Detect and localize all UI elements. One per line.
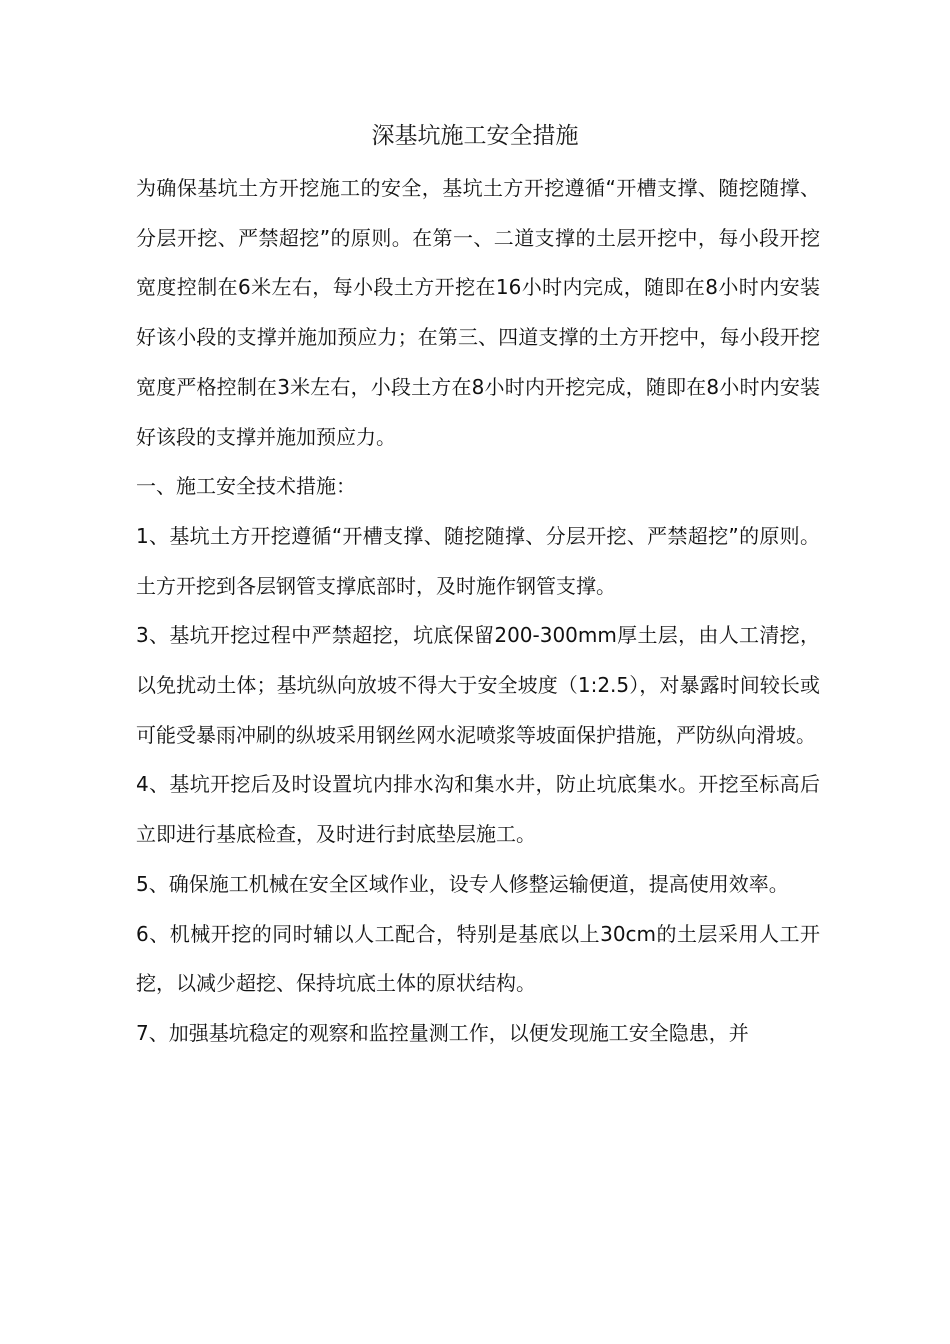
section-heading: 一、施工安全技术措施：	[136, 474, 356, 499]
document-body	[136, 164, 820, 1059]
list-item-6: 6、机械开挖的同时辅以人工配合，特别是基底以上30cm的土层采用人工开挖，以减少超挖、保持坑底土体的原状结构。	[136, 921, 820, 996]
list-item-7: 7、加强基坑稳定的观察和监控量测工作，以便发现施工安全隐患，并	[136, 1020, 749, 1045]
list-item-4: 4、基坑开挖后及时设置坑内排水沟和集水井，防止坑底集水。开挖至标高后立即进行基底检查，及时进行封底垫层施工。	[136, 772, 820, 847]
intro-paragraph: 为确保基坑土方开挖施工的安全，基坑土方开挖遵循“开槽支撑、随挖随撑、分层开挖、严禁超挖”的原则。在第一、二道支撑的土层开挖中，每小段开挖宽度控制在6米左右，每小段土方开挖在16小时内完成，随即在8小时内安装好该小段的支撑并施加预应力；在第三、四道支撑的土方开挖中，每小段开挖宽度严格控制在3米左右，小段土方在8小时内开挖完成，随即在8小时内安装好该段的支撑并施加预应力。	[136, 176, 820, 449]
document-title: 深基坑施工安全措施	[371, 123, 579, 149]
list-item-3: 3、基坑开挖过程中严禁超挖，坑底保留200-300mm厚土层，由人工清挖，以免扰动土体；基坑纵向放坡不得大于安全坡度（1:2.5），对暴露时间较长或可能受暴雨冲刷的纵坡采用钢丝网水泥喷浆等坡面保护措施，严防纵向滑坡。	[136, 623, 820, 747]
list-item-1: 1、基坑土方开挖遵循“开槽支撑、随挖随撑、分层开挖、严禁超挖”的原则。土方开挖到各层钢管支撑底部时，及时施作钢管支撑。	[136, 523, 820, 598]
list-item-5: 5、确保施工机械在安全区域作业，设专人修整运输便道，提高使用效率。	[136, 871, 789, 896]
